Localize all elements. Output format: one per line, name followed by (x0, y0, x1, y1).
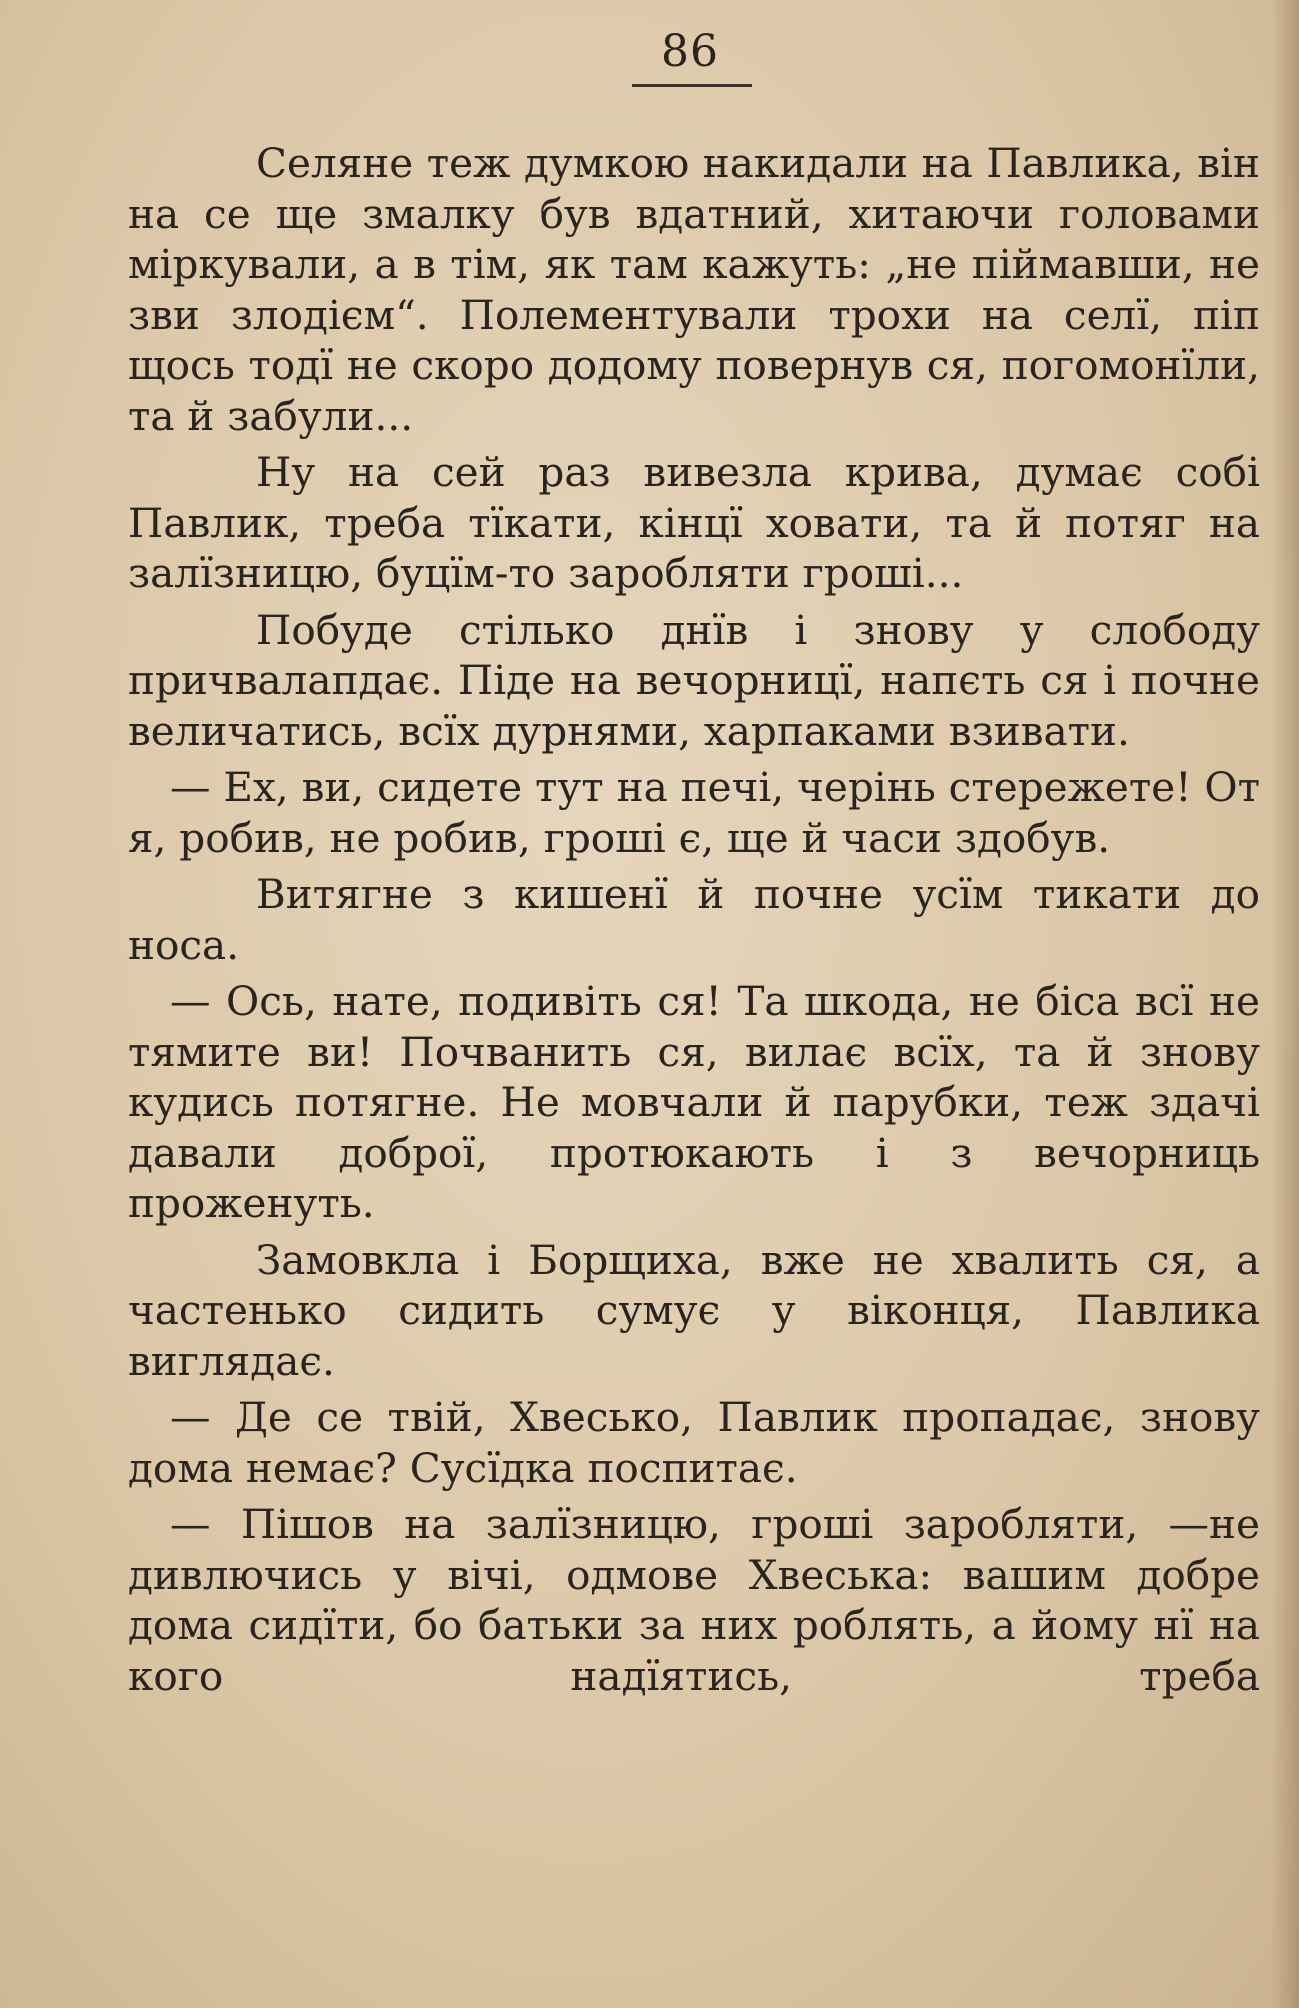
dialogue-paragraph: — Ось, нате, подивіть ся! Та шкода, не біса всї не тямите ви! Почванить ся, вилає всїх, та й знову кудись потягне. Не мовчали й парубки, теж здачі давали доброї, протюкають і з вечорниць проженуть. (128, 977, 1260, 1227)
page-edge-shadow (1271, 0, 1299, 2008)
header-rule (632, 84, 752, 87)
dialogue-paragraph: — Де се твій, Хвесько, Павлик пропадає, знову дома немає? Сусїдка поспитає. (128, 1393, 1260, 1492)
paragraph: Ну на сей раз вивезла крива, думає собі Павлик, треба тїкати, кінцї ховати, та й потяг на залїзницю, буцїм-то заробляти гроші... (128, 448, 1260, 597)
paragraph: Витягне з кишенї й почне усїм тикати до носа. (128, 870, 1260, 969)
page-number: 86 (661, 26, 719, 77)
body-text (128, 138, 1260, 1701)
paragraph: Селяне теж думкою накидали на Павлика, він на се ще змалку був вдатний, хитаючи головами міркували, а в тім, як там кажуть: „не піймавши, не зви злодієм“. Полементували трохи на селї, піп щось тодї не скоро додому повернув ся, погомонїли, та й забули... (128, 139, 1260, 440)
dialogue-paragraph: — Ех, ви, сидете тут на печі, черінь стережете! От я, робив, не робив, гроші є, ще й часи здобув. (128, 763, 1260, 862)
paragraph: Замовкла і Борщиха, вже не хвалить ся, а частенько сидить сумує у віконця, Павлика виглядає. (128, 1235, 1260, 1385)
paragraph: Побуде стілько днїв і знову у слободу причвалапдає. Піде на вечорницї, напєть ся і почне величатись, всїх дурнями, харпаками взивати. (128, 605, 1260, 755)
dialogue-paragraph: — Пішов на залїзницю, гроші заробляти, —не дивлючись у вічі, одмове Хвеська: вашим добре дома сидїти, бо батьки за них роблять, а йому нї на кого надїятись, треба (128, 1500, 1260, 1700)
